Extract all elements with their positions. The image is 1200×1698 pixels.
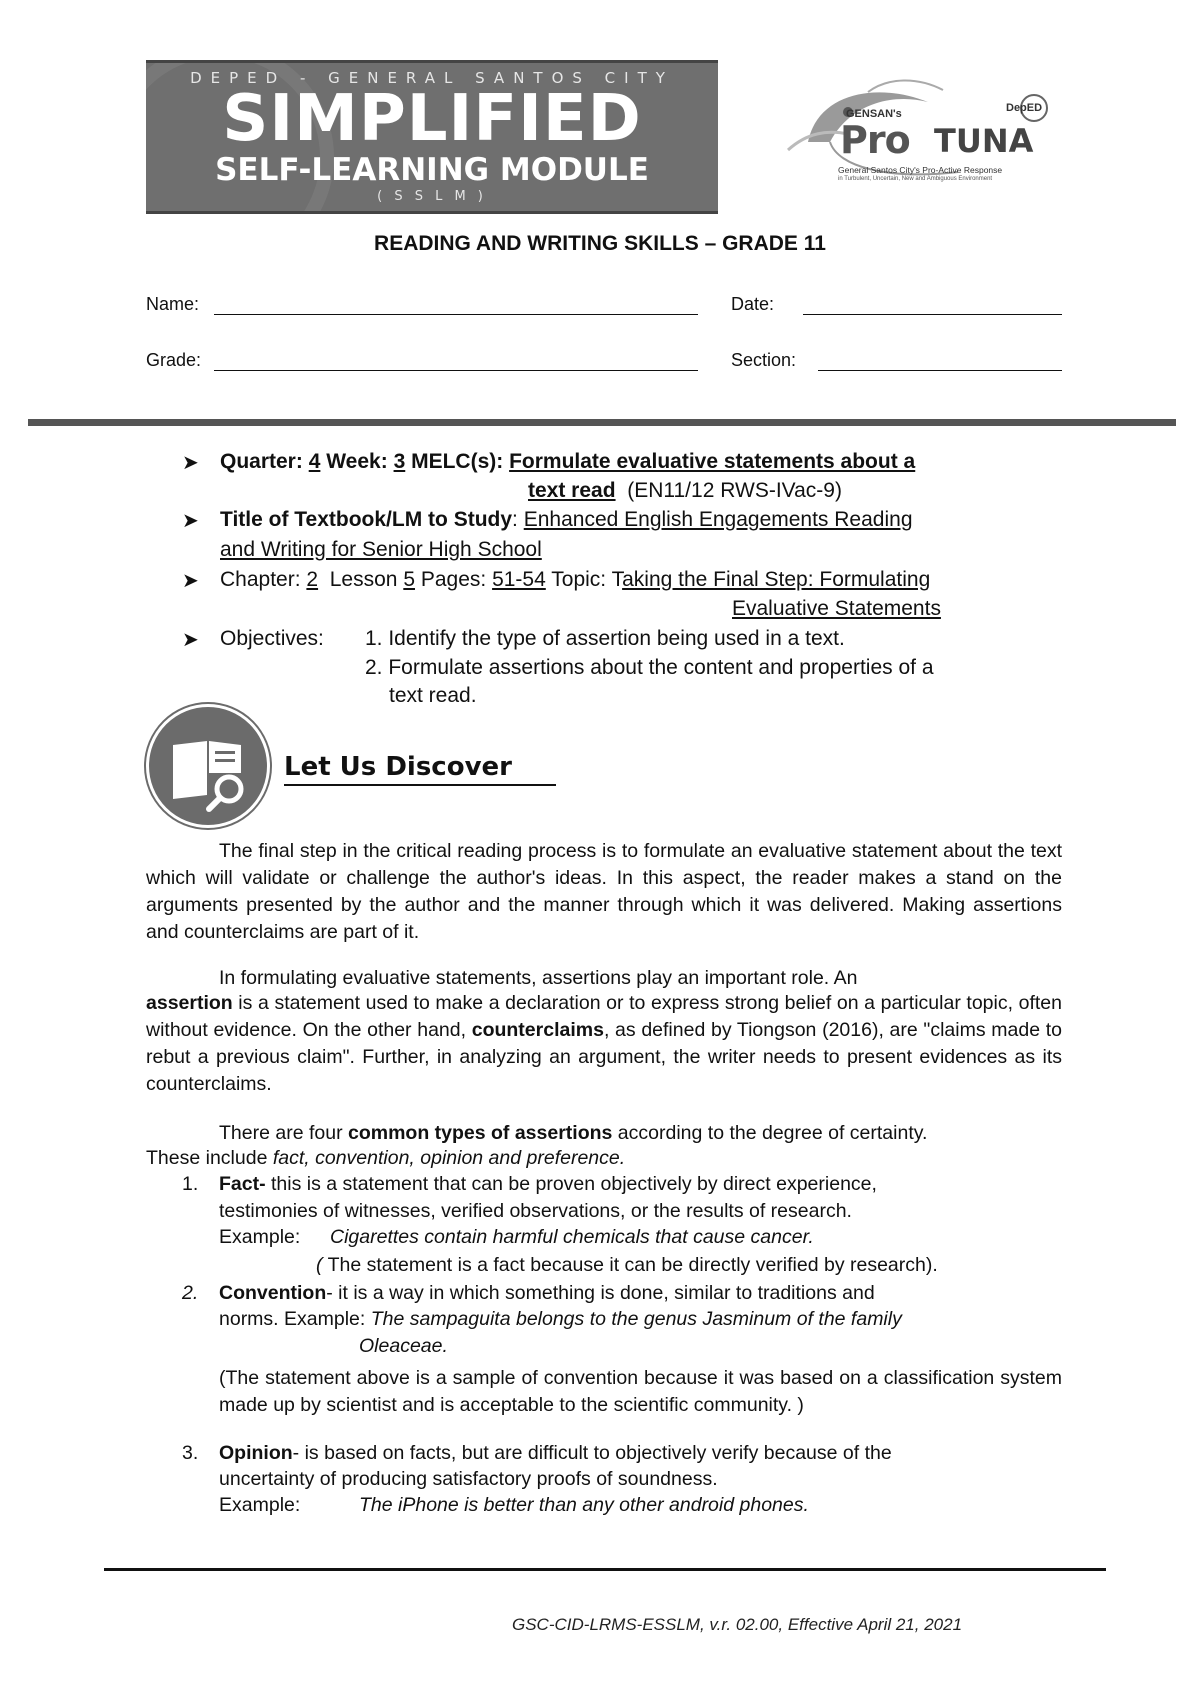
arrow-bullet-icon: ➤ [182, 510, 199, 532]
sslm-banner [146, 60, 718, 214]
opinion-item: Opinion- is based on facts, but are difficult to objectively verify because of the [219, 1442, 892, 1464]
list-number: 1. [182, 1173, 199, 1195]
list-number: 3. [182, 1442, 199, 1464]
chapter-line: Chapter: 2 Lesson 5 Pages: 51-54 Topic: Taking the Final Step: Formulating [220, 568, 931, 591]
paragraph-types-first: There are four common types of assertions according to the degree of certainty. [219, 1122, 928, 1144]
date-field[interactable] [803, 314, 1062, 315]
section-heading: Let Us Discover [284, 752, 512, 782]
protuna-logo [768, 72, 1068, 192]
convention-note: (The statement above is a sample of convention because it was based on a classification system made up by scientist and is acceptable to the scientific community. ) [219, 1367, 1062, 1416]
fact-note: ( The statement is a fact because it can be directly verified by research). [316, 1254, 938, 1276]
fact-example-label: Example: [219, 1226, 301, 1248]
textbook-line-2: and Writing for Senior High School [220, 538, 542, 561]
arrow-bullet-icon: ➤ [182, 452, 199, 474]
textbook-line: Title of Textbook/LM to Study: Enhanced English Engagements Reading [220, 508, 913, 531]
date-label: Date: [731, 294, 775, 314]
logo-gensan-text: GENSAN's [846, 108, 902, 120]
header-divider [28, 419, 1176, 426]
convention-example: norms. Example: The sampaguita belongs to the genus Jasminum of the family [219, 1308, 902, 1330]
section-heading-underline [284, 784, 556, 786]
fact-example: Cigarettes contain harmful chemicals that cause cancer. [330, 1226, 814, 1248]
name-field[interactable] [214, 314, 698, 315]
objectives-label: Objectives: [220, 627, 324, 650]
section-label: Section: [731, 350, 797, 370]
convention-example-cont: Oleaceae. [359, 1335, 448, 1357]
objective-2: 2. Formulate assertions about the content and properties of a [365, 656, 934, 679]
opinion-example-label: Example: [219, 1494, 301, 1516]
opinion-example: The iPhone is better than any other android phones. [359, 1494, 809, 1516]
logo-tuna-text: TUNA [934, 122, 1034, 160]
module-title: READING AND WRITING SKILLS – GRADE 11 [374, 232, 826, 255]
logo-caption-small: in Turbulent, Uncertain, New and Ambiguous Environment [838, 176, 993, 182]
banner-title: SIMPLIFIED [222, 82, 642, 156]
convention-item: Convention- it is a way in which something is done, similar to traditions and [219, 1282, 875, 1304]
paragraph-assertion-first: In formulating evaluative statements, assertions play an important role. An [219, 967, 858, 989]
footer-code: GSC-CID-LRMS-ESSLM, v.r. 02.00, Effective April 21, 2021 [512, 1615, 963, 1634]
topic-line-2: Evaluative Statements [732, 597, 941, 620]
fact-item: Fact- this is a statement that can be proven objectively by direct experience, [219, 1173, 877, 1195]
arrow-bullet-icon: ➤ [182, 570, 199, 592]
footer-divider [104, 1568, 1106, 1571]
arrow-bullet-icon: ➤ [182, 629, 199, 651]
grade-label: Grade: [146, 350, 202, 370]
logo-pro-text: Pro [840, 118, 910, 162]
grade-field[interactable] [214, 370, 698, 371]
banner-module-title: SELF-LEARNING MODULE [215, 152, 649, 188]
melc-line-2: text read (EN11/12 RWS-IVac-9) [528, 479, 842, 502]
logo-deped-text: DepED [1006, 102, 1043, 114]
list-number: 2. [182, 1282, 199, 1304]
fact-item-cont: testimonies of witnesses, verified observations, or the results of research. [219, 1200, 852, 1222]
section-field[interactable] [818, 370, 1062, 371]
name-label: Name: [146, 294, 200, 314]
book-search-icon [146, 704, 270, 828]
banner-acronym: ( S S L M ) [377, 189, 487, 204]
paragraph-types-second: These include fact, convention, opinion and preference. [146, 1147, 626, 1169]
banner-subtitle: DEPED - GENERAL SANTOS CITY [190, 69, 674, 87]
paragraph-assertion: assertion is a statement used to make a declaration or to express strong belief on a particular topic, often without evidence. On the other hand, counterclaims, as defined by Tiongson (2016), are "claims made to rebut a previous claim". Further, in analyzing an argument, the writer needs to present evidences as its counterclaims. [146, 992, 1062, 1095]
logo-caption: General Santos City's Pro-Active Response [838, 165, 1003, 175]
objective-1: 1. Identify the type of assertion being used in a text. [365, 627, 845, 650]
paragraph-intro: The final step in the critical reading process is to formulate an evaluative statement about the text which will validate or challenge the author's ideas. In this aspect, the reader makes a stand on the arguments presented by the author and the manner through which it was delivered. Making assertions and counterclaims are part of it. [146, 840, 1062, 943]
objective-2-cont: text read. [389, 684, 477, 707]
opinion-item-cont: uncertainty of producing satisfactory proofs of soundness. [219, 1468, 718, 1490]
quarter-line: Quarter: 4 Week: 3 MELC(s): Formulate evaluative statements about a [220, 450, 916, 473]
